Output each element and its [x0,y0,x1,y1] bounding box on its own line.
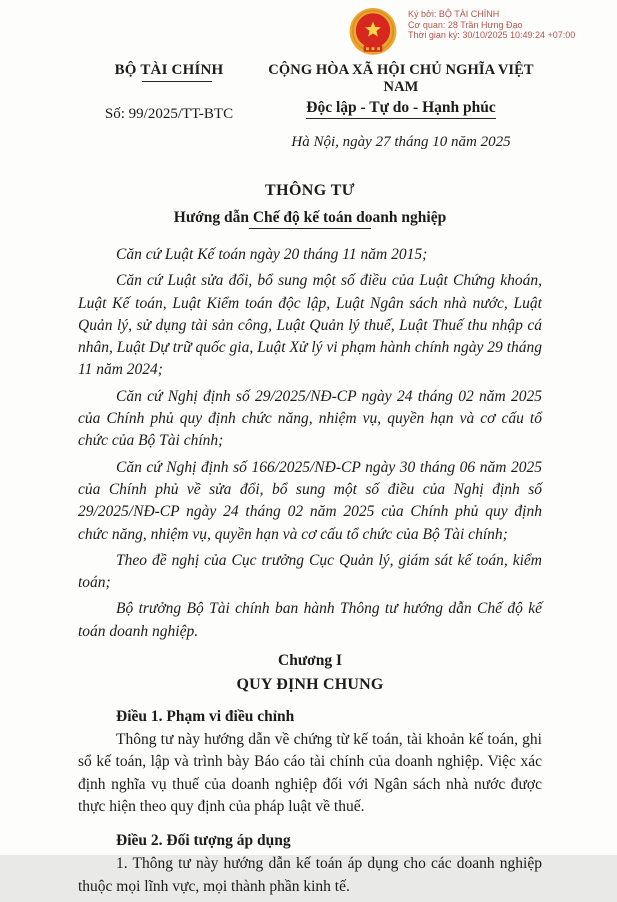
chapter-name: QUY ĐỊNH CHUNG [236,676,384,694]
place-and-date: Hà Nội, ngày 27 tháng 10 năm 2025 [291,134,511,150]
article-1 [78,708,542,818]
preamble-paragraph: Căn cứ Luật Kế toán ngày 20 tháng 11 năm 2015; [116,246,428,263]
preamble-paragraph: Theo đề nghị của Cục trưởng Cục Quản lý, giám sát kế toán, kiểm toán; [78,551,542,592]
subject-underline [249,228,371,229]
national-motto: Độc lập - Tự do - Hạnh phúc [306,99,495,119]
agency-underline [142,81,212,82]
article-2 [78,832,542,898]
vietnam-national-emblem-icon [346,7,400,59]
preamble-paragraph: Căn cứ Luật sửa đổi, bổ sung một số điều của Luật Chứng khoán, Luật Kế toán, Luật Kiểm toán độc lập, Luật Ngân sách nhà nước, Luật Quản lý, sử dụng tài sản công, Luật Quản lý thuế, Luật Thuế thu nhập cá nhân, Luật Dự trữ quốc gia, Luật Xử lý vi phạm hành chính ngày 29 tháng 11 năm 2024; [78,272,542,379]
article-2-body [78,853,542,898]
document-content [78,62,542,902]
digital-signature-stamp [346,7,575,59]
signature-info [408,7,575,41]
motto-wrap [260,99,542,119]
agency-name: BỘ TÀI CHÍNH [114,62,224,78]
preamble-paragraph: Căn cứ Nghị định số 29/2025/NĐ-CP ngày 24 tháng 02 năm 2025 của Chính phủ quy định chức năng, nhiệm vụ, quyền hạn và cơ cấu tổ chức của Bộ Tài chính; [78,387,542,450]
document-number: Số: 99/2025/TT-BTC [104,106,234,122]
document-subject: Hướng dẫn Chế độ kế toán doanh nghiệp [173,209,447,226]
chapter-number: Chương I [278,652,342,670]
article-1-body [78,729,542,818]
chapter-heading [78,652,542,694]
article-2-paragraph: 1. Thông tư này hướng dẫn kế toán áp dụng cho các doanh nghiệp thuộc mọi lĩnh vực, mọi thành phần kinh tế. [78,855,542,895]
preamble-paragraph: Bộ trưởng Bộ Tài chính ban hành Thông tư hướng dẫn Chế độ kế toán doanh nghiệp. [78,600,542,640]
title-block [78,182,542,229]
signature-signer: Ký bởi: BỘ TÀI CHÍNH [408,9,500,19]
header-national-motto [260,62,542,151]
article-1-paragraph: Thông tư này hướng dẫn về chứng từ kế toán, tài khoản kế toán, ghi sổ kế toán, lập và trình bày Báo cáo tài chính của doanh nghiệp. Việc xác định nghĩa vụ thuế của doanh nghiệp đối với Ngân sách nhà nước được thực hiện theo quy định của pháp luật về thuế. [78,731,542,815]
signature-agency: Cơ quan: 28 Trần Hưng Đạo [408,19,523,30]
document-header [78,62,542,151]
header-issuing-agency [78,62,260,151]
article-1-heading: Điều 1. Phạm vi điều chỉnh [116,708,295,726]
signature-timestamp: Thời gian ký: 30/10/2025 10:49:24 +07:00 [408,30,576,40]
preamble-paragraph: Căn cứ Nghị định số 166/2025/NĐ-CP ngày 30 tháng 06 năm 2025 của Chính phủ về sửa đổi, bổ sung một số điều của Nghị định số 29/2025/NĐ-CP ngày 24 tháng 02 năm 2025 của Chính phủ quy định chức năng, nhiệm vụ, quyền hạn và cơ cấu tổ chức của Bộ Tài chính; [78,458,542,543]
document-type-title: THÔNG TƯ [265,182,355,199]
national-title: CỘNG HÒA XÃ HỘI CHỦ NGHĨA VIỆT NAM [268,62,534,95]
preamble [78,244,542,643]
article-2-heading: Điều 2. Đối tượng áp dụng [116,832,291,850]
